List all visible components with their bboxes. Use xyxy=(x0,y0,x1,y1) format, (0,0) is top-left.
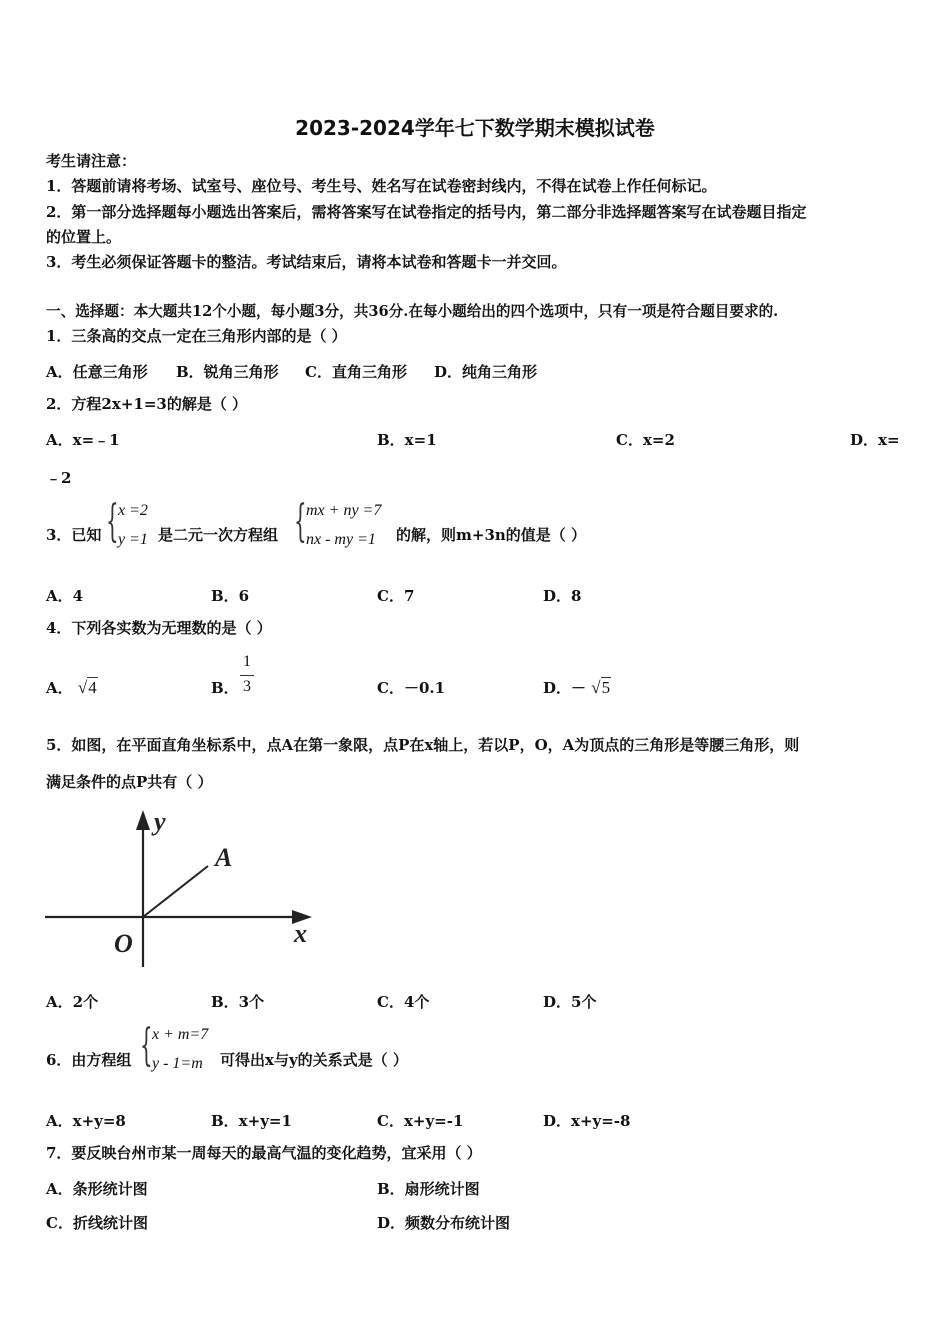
q2-option-d-wrap: ﹣2 xyxy=(46,469,72,487)
q4-option-c[interactable]: C．－0.1 xyxy=(377,679,446,697)
q7-option-a[interactable]: A．条形统计图 xyxy=(46,1180,148,1198)
question-6-suffix: 可得出x与y的关系式是（ ） xyxy=(220,1051,408,1069)
x-axis-label: x xyxy=(294,919,307,948)
q4-option-d-label: D．－ xyxy=(543,679,587,697)
question-2-stem: 2．方程2x+1=3的解是（ ） xyxy=(46,395,248,413)
q5-option-b[interactable]: B．3个 xyxy=(211,993,265,1011)
q3-system1-line2: y =1 xyxy=(118,531,148,548)
q4-option-b-denominator: 3 xyxy=(243,678,251,695)
q3-system1-line1: x =2 xyxy=(118,502,148,519)
question-3-suffix: 的解，则m+3n的值是（ ） xyxy=(396,526,587,544)
q6-option-a[interactable]: A．x+y=8 xyxy=(46,1112,126,1130)
point-a-label: A xyxy=(215,843,233,872)
q4-option-d-radicand: 5 xyxy=(601,678,611,697)
sqrt-symbol: √5 xyxy=(591,678,611,697)
q7-option-b[interactable]: B．扇形统计图 xyxy=(377,1180,480,1198)
question-3-prefix: 3．已知 xyxy=(46,526,102,544)
q3-option-a[interactable]: A．4 xyxy=(46,587,84,605)
notice-item: 1．答题前请将考场、试室号、座位号、考生号、姓名写在试卷密封线内，不得在试卷上作任何标记。 xyxy=(46,177,717,195)
q2-option-d[interactable]: D．x= xyxy=(850,431,900,449)
notice-item: 3．考生必须保证答题卡的整洁。考试结束后，请将本试卷和答题卡一并交回。 xyxy=(46,253,567,271)
question-5-stem-line1: 5．如图，在平面直角坐标系中，点A在第一象限，点P在x轴上，若以P，O，A为顶点的三角形是等腰三角形，则 xyxy=(46,736,800,754)
q4-option-b-label[interactable]: B． xyxy=(211,679,239,697)
y-axis-label: y xyxy=(154,807,166,836)
q2-option-b[interactable]: B．x=1 xyxy=(377,431,437,449)
brace-symbol: { xyxy=(140,1020,153,1071)
q3-option-b[interactable]: B．6 xyxy=(211,587,250,605)
brace-symbol: { xyxy=(106,496,119,547)
q7-option-d[interactable]: D．频数分布统计图 xyxy=(377,1214,511,1232)
q5-option-d[interactable]: D．5个 xyxy=(543,993,597,1011)
q4-option-a-radicand: 4 xyxy=(88,678,97,697)
q3-system2-line1: mx + ny =7 xyxy=(306,502,382,519)
q3-option-c[interactable]: C．7 xyxy=(377,587,415,605)
q4-option-b-numerator: 1 xyxy=(243,653,251,670)
origin-label: O xyxy=(114,929,133,958)
question-5-stem-line2: 满足条件的点P共有（ ） xyxy=(46,773,213,791)
q2-option-c[interactable]: C．x=2 xyxy=(616,431,675,449)
q6-option-d[interactable]: D．x+y=-8 xyxy=(543,1112,631,1130)
q6-system-line1: x + m=7 xyxy=(152,1026,209,1043)
page-title: 2023-2024学年七下数学期末模拟试卷 xyxy=(295,116,655,140)
q6-option-c[interactable]: C．x+y=-1 xyxy=(377,1112,464,1130)
fraction-bar xyxy=(240,675,254,676)
question-7-stem: 7．要反映台州市某一周每天的最高气温的变化趋势，宜采用（ ） xyxy=(46,1144,482,1162)
q4-option-a-label: A． xyxy=(46,679,73,697)
y-axis-arrow xyxy=(136,810,150,830)
notice-heading: 考生请注意： xyxy=(46,152,137,170)
q1-option-b[interactable]: B．锐角三角形 xyxy=(176,363,279,381)
q5-option-a[interactable]: A．2个 xyxy=(46,993,99,1011)
q6-system-line2: y - 1=m xyxy=(152,1055,203,1072)
notice-item: 的位置上。 xyxy=(46,228,122,246)
segment-oa xyxy=(143,866,208,917)
q6-option-b[interactable]: B．x+y=1 xyxy=(211,1112,292,1130)
brace-symbol: { xyxy=(294,496,307,547)
q2-option-a[interactable]: A．x=﹣1 xyxy=(46,431,120,449)
question-3-mid: 是二元一次方程组 xyxy=(158,526,279,544)
question-6-prefix: 6．由方程组 xyxy=(46,1051,132,1069)
question-4-stem: 4．下列各实数为无理数的是（ ） xyxy=(46,619,272,637)
q3-system2-line2: nx - my =1 xyxy=(306,531,376,548)
q7-option-c[interactable]: C．折线统计图 xyxy=(46,1214,148,1232)
q1-option-c[interactable]: C．直角三角形 xyxy=(305,363,407,381)
q3-option-d[interactable]: D．8 xyxy=(543,587,582,605)
q4-option-d[interactable] xyxy=(543,677,611,698)
q1-option-d[interactable]: D．纯角三角形 xyxy=(434,363,538,381)
q1-option-a[interactable]: A．任意三角形 xyxy=(46,363,148,381)
q4-option-a[interactable] xyxy=(46,677,98,698)
notice-item: 2．第一部分选择题每小题选出答案后，需将答案写在试卷指定的括号内，第二部分非选择题答案写在试卷题目指定 xyxy=(46,203,807,221)
coordinate-figure xyxy=(40,800,330,975)
sqrt-symbol: √4 xyxy=(77,678,97,697)
section-heading: 一、选择题：本大题共12个小题，每小题3分，共36分.在每小题给出的四个选项中，只有一项是符合题目要求的. xyxy=(46,303,779,320)
q5-option-c[interactable]: C．4个 xyxy=(377,993,430,1011)
question-1-stem: 1．三条高的交点一定在三角形内部的是（ ） xyxy=(46,327,347,345)
